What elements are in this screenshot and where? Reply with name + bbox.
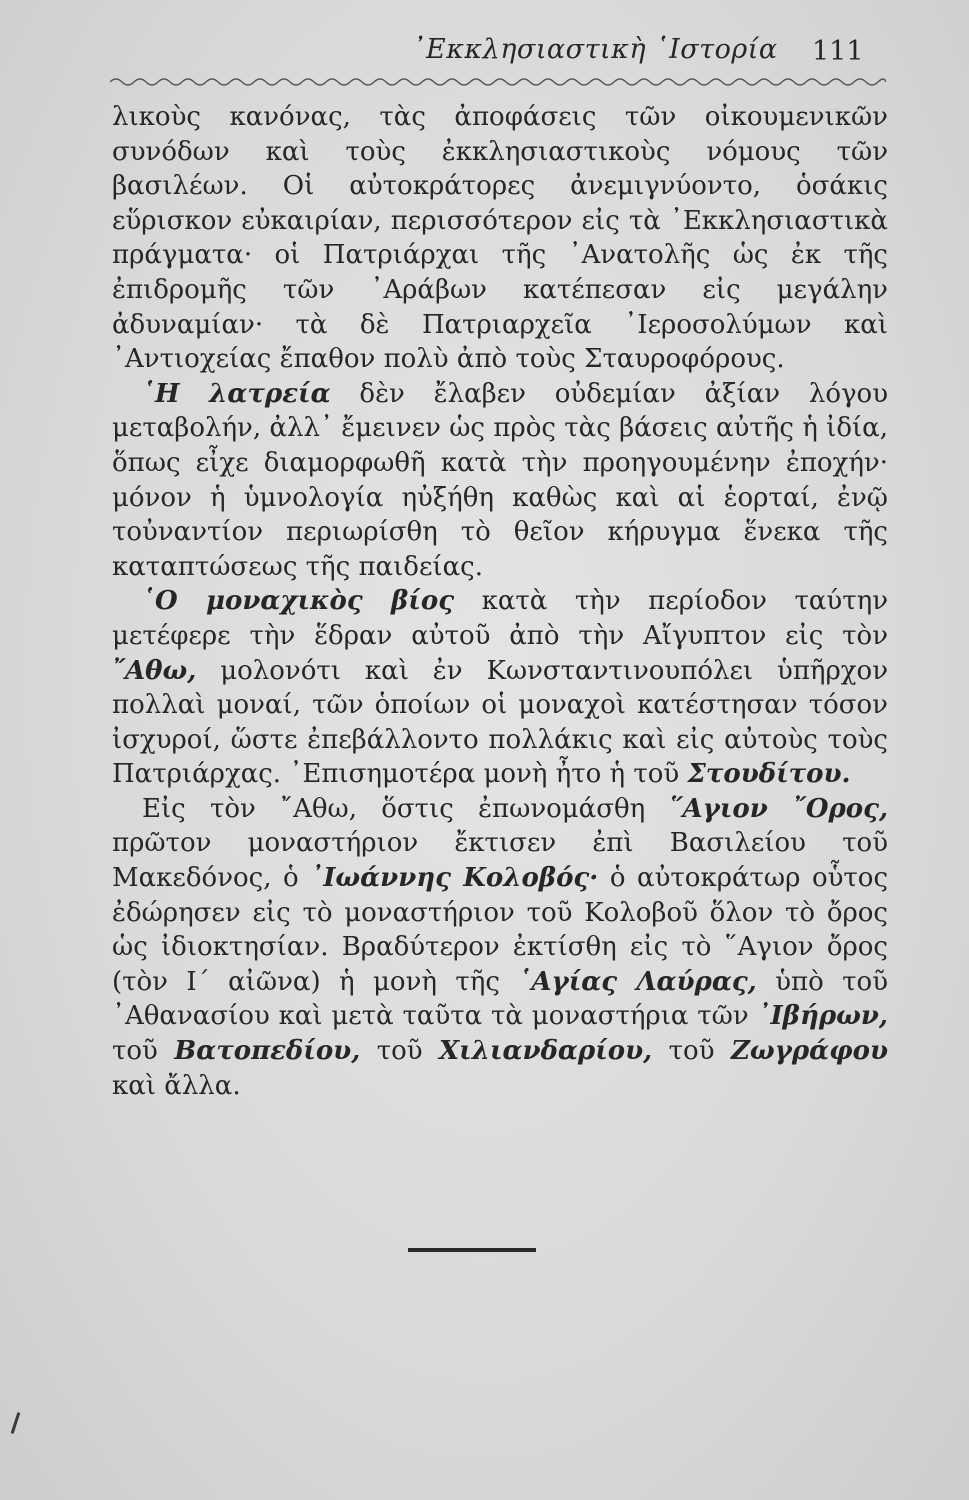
heading-monastic-life: ῾Ο μοναχικὸς βίος [142,586,455,617]
paragraph-worship [112,377,888,585]
section-end-rule [408,1248,536,1252]
paragraph-athos-text-c: ὁ αὐτοκράτωρ οὗτος ἐδώρησεν εἰς τὸ μοναστήριον τοῦ Κολοβοῦ ὅλον τὸ ὄρος ὡς ἰδιοκτησίαν. Βραδύτερον ἐκτίσθη εἰς τὸ ῞Αγιον ὄρος (τὸν Ι΄ αἰῶνα) ἡ μονὴ τῆς [112,863,889,997]
paragraph-1 [112,100,888,377]
stray-ink-mark [11,1412,21,1434]
paragraph-monastic-text-a: κατὰ τὴν περίοδον ταύτην μετέφερε τὴν ἕδραν αὐτοῦ ἀπὸ τὴν Αἴγυπτον εἰς τὸν [112,586,888,651]
paragraph-worship-text: δὲν ἔλαβεν οὐδεμίαν ἀξίαν λόγου μεταβολήν, ἀλλ᾿ ἔμεινεν ὡς πρὸς τὰς βάσεις αὐτῆς ἡ ἰδία, ὅπως εἶχε διαμορφωθῆ κατὰ τὴν προηγουμένην ἐποχήν· μόνον ἡ ὑμνολογία ηὐξήθη καθὼς καὶ αἱ ἑορταί, ἐνῷ τοὐναντίον περιωρίσθη τὸ θεῖον κήρυγμα ἕνεκα τῆς καταπτώσεως τῆς παιδείας. [112,378,888,582]
paragraph-athos-text-f: τοῦ [376,1036,423,1067]
paragraph-mount-athos [112,792,888,1103]
term-iviron: ᾿Ιβήρων, [757,1001,888,1032]
paragraph-monastic-text-b: μολονότι καὶ ἐν Κωνσταντινουπόλει ὑπῆρχον πολλαὶ μοναί, τῶν ὁποίων οἱ μοναχοὶ κατέστησαν τόσον ἰσχυροί, ὥστε ἐπεβάλλοντο πολλάκις καὶ εἰς αὐτοὺς τοὺς Πατριάρχας. ᾿Επισημοτέρα μονὴ ἦτο ἡ τοῦ [112,655,888,790]
paragraph-monastic-life [112,584,888,792]
heading-worship: ῾Η λατρεία [142,378,331,409]
term-studion: Στουδίτου. [687,759,851,790]
paragraph-athos-text-b: πρῶτον μοναστήριον ἔκτισεν ἐπὶ Βασιλείου τοῦ Μακεδόνος, ὁ [112,828,888,894]
paragraph-athos-text-g: τοῦ [668,1036,715,1067]
term-chiliandari: Χιλιανδαρίου, [438,1036,653,1067]
term-vatopedi: Βατοπεδίου, [174,1036,361,1067]
term-agion-oros: ῞Αγιον ῎Ορος, [669,793,888,824]
running-title: ᾿Εκκλησιαστικὴ ῾Ιστορία [412,34,778,65]
paragraph-1-text: λικοὺς κανόνας, τὰς ἀποφάσεις τῶν οἰκουμενικῶν συνόδων καὶ τοὺς ἐκκλησιαστικοὺς νόμους τῶν βασιλέων. Οἱ αὐτοκράτορες ἀνεμιγνύοντο, ὁσάκις εὕρισκον εὐκαιρίαν, περισσότερον εἰς τὰ ᾿Εκκλησιαστικὰ πράγματα· οἱ Πατριάρχαι τῆς ᾿Ανατολῆς ὡς ἐκ τῆς ἐπιδρομῆς τῶν ᾿Αράβων κατέπεσαν εἰς μεγάλην ἀδυναμίαν· τὰ δὲ Πατριαρχεῖα ᾿Ιεροσολύμων καὶ ᾿Αντιοχείας ἔπαθον πολὺ ἀπὸ τοὺς Σταυροφόρους. [112,102,888,375]
wavy-rule-ornament [110,74,886,90]
page-number: 111 [812,36,864,67]
paragraph-athos-text-h: καὶ ἄλλα. [112,1070,241,1101]
term-agia-lavra: ῾Αγίας Λαύρας, [518,966,757,997]
paragraph-athos-text-e: τοῦ [112,1036,158,1067]
paragraph-athos-text-d: ὑπὸ τοῦ ᾿Αθανασίου καὶ μετὰ ταῦτα τὰ μοναστήρια τῶν [112,966,889,1032]
term-athos: ῎Αθω, [112,655,197,686]
body-text [112,100,888,1103]
term-zografou: Ζωγράφου [730,1036,889,1067]
paragraph-athos-text-a: Εἰς τὸν ῎Αθω, ὅστις ἐπωνομάσθη [142,793,646,824]
term-ioannis-kolovos: ᾿Ιωάννης Κολοβός· [310,863,599,894]
